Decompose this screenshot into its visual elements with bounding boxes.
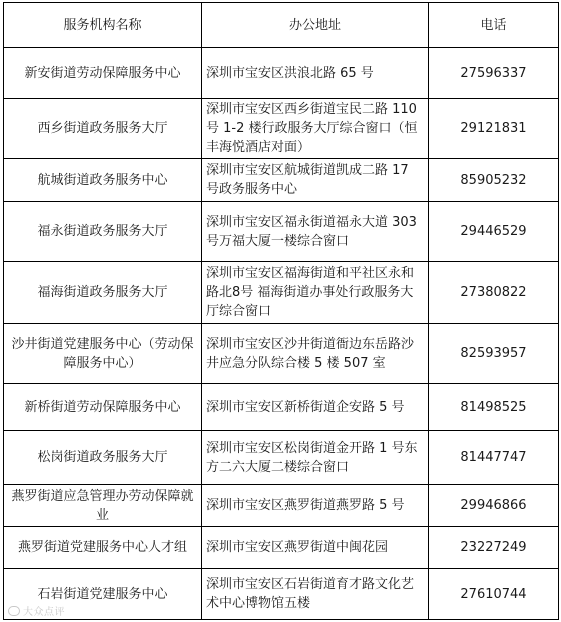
service-name-cell: 福永街道政务服务大厅 [4, 202, 202, 262]
table-row [4, 485, 559, 527]
column-header-address: 办公地址 [202, 3, 429, 48]
service-name-cell: 西乡街道政务服务大厅 [4, 99, 202, 159]
phone-cell: 29946866 [429, 485, 559, 527]
service-name-cell: 航城街道政务服务中心 [4, 159, 202, 202]
address-cell: 深圳市宝安区松岗街道金开路 1 号东方二六大厦二楼综合窗口 [202, 431, 429, 485]
watermark [8, 603, 65, 618]
phone-cell: 29446529 [429, 202, 559, 262]
address-cell: 深圳市宝安区沙井街道衙边东岳路沙井应急分队综合楼 5 楼 507 室 [202, 324, 429, 384]
phone-cell: 27610744 [429, 569, 559, 620]
table-row [4, 262, 559, 324]
table-row [4, 569, 559, 620]
column-header-name: 服务机构名称 [4, 3, 202, 48]
phone-cell: 81447747 [429, 431, 559, 485]
service-name-cell: 燕罗街道应急管理办劳动保障就业 [4, 485, 202, 527]
table-header-row [4, 3, 559, 48]
phone-cell: 23227249 [429, 527, 559, 569]
phone-cell: 85905232 [429, 159, 559, 202]
address-cell: 深圳市宝安区福永街道福永大道 303 号万福大厦一楼综合窗口 [202, 202, 429, 262]
service-name-cell: 新桥街道劳动保障服务中心 [4, 384, 202, 431]
address-cell: 深圳市宝安区福海街道和平社区永和路北8号 福海街道办事处行政服务大厅综合窗口 [202, 262, 429, 324]
address-cell: 深圳市宝安区燕罗街道燕罗路 5 号 [202, 485, 429, 527]
phone-cell: 81498525 [429, 384, 559, 431]
address-cell: 深圳市宝安区石岩街道育才路文化艺术中心博物馆五楼 [202, 569, 429, 620]
table-row [4, 384, 559, 431]
service-name-cell: 新安街道劳动保障服务中心 [4, 48, 202, 99]
phone-cell: 27380822 [429, 262, 559, 324]
service-name-cell: 燕罗街道党建服务中心人才组 [4, 527, 202, 569]
table-row [4, 159, 559, 202]
table-row [4, 431, 559, 485]
service-name-cell: 沙井街道党建服务中心（劳动保障服务中心） [4, 324, 202, 384]
phone-cell: 29121831 [429, 99, 559, 159]
address-cell: 深圳市宝安区西乡街道宝民二路 110 号 1-2 楼行政服务大厅综合窗口（恒丰海悦酒店对面） [202, 99, 429, 159]
table-row [4, 324, 559, 384]
watermark-text: 大众点评 [23, 607, 65, 618]
phone-cell: 82593957 [429, 324, 559, 384]
dianping-logo-icon [8, 606, 20, 616]
table-row [4, 202, 559, 262]
phone-cell: 27596337 [429, 48, 559, 99]
table-row [4, 527, 559, 569]
table-row [4, 99, 559, 159]
service-directory-table [3, 2, 559, 620]
column-header-phone: 电话 [429, 3, 559, 48]
service-name-cell: 福海街道政务服务大厅 [4, 262, 202, 324]
service-name-cell: 石岩街道党建服务中心 [4, 569, 202, 620]
address-cell: 深圳市宝安区燕罗街道中闽花园 [202, 527, 429, 569]
address-cell: 深圳市宝安区航城街道凯成二路 17 号政务服务中心 [202, 159, 429, 202]
table-row [4, 48, 559, 99]
service-name-cell: 松岗街道政务服务大厅 [4, 431, 202, 485]
address-cell: 深圳市宝安区洪浪北路 65 号 [202, 48, 429, 99]
address-cell: 深圳市宝安区新桥街道企安路 5 号 [202, 384, 429, 431]
